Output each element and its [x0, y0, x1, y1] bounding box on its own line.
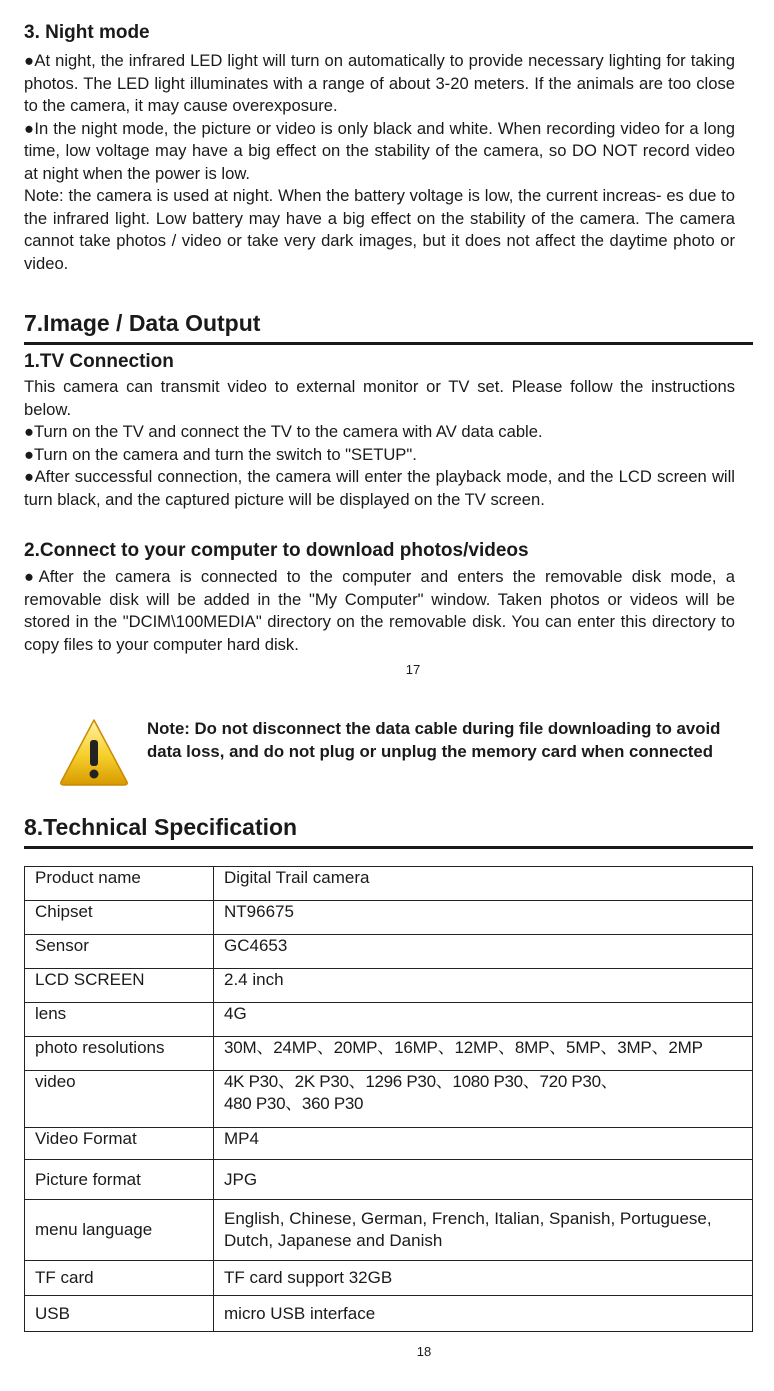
table-row [25, 1037, 753, 1071]
table-row [25, 1128, 753, 1160]
spec-label: video [25, 1071, 214, 1128]
spec-value: English, Chinese, German, French, Italian, Spanish, Portuguese, Dutch, Japanese and Danish [214, 1200, 753, 1261]
tv-connection-heading: 1.TV Connection [24, 351, 174, 372]
table-row [25, 1160, 753, 1200]
table-row [25, 901, 753, 935]
spec-heading: 8.Technical Specification [24, 814, 298, 840]
spec-table [24, 866, 753, 1332]
tv-paragraph: This camera can transmit video to external monitor or TV set. Please follow the instructions below. [24, 377, 735, 419]
spec-value: JPG [214, 1160, 753, 1200]
computer-heading: 2.Connect to your computer to download photos/videos [24, 540, 529, 561]
spec-label: LCD SCREEN [25, 969, 214, 1003]
spec-value: Digital Trail camera [214, 867, 753, 901]
spec-value: 2.4 inch [214, 969, 753, 1003]
tv-paragraph: ●Turn on the TV and connect the TV to the camera with AV data cable. [24, 422, 543, 441]
spec-label: menu language [25, 1200, 214, 1261]
spec-label: lens [25, 1003, 214, 1037]
download-warning-note: Note: Do not disconnect the data cable during file downloading to avoid data loss, and do not plug or unplug the memory card when connected [147, 719, 721, 761]
section-divider [24, 846, 753, 849]
tv-connection-body [24, 376, 735, 511]
spec-label: TF card [25, 1261, 214, 1296]
night-mode-body [24, 50, 735, 275]
table-row [25, 1003, 753, 1037]
night-mode-paragraph: ●At night, the infrared LED light will turn on automatically to provide necessary lighting for taking photos. The LED light illuminates with a range of about 3-20 meters. If the animals are too close to the camera, it may cause overexposure. [24, 51, 735, 115]
spec-value: 30M、24MP、20MP、16MP、12MP、8MP、5MP、3MP、2MP [214, 1037, 753, 1071]
spec-label: Product name [25, 867, 214, 901]
table-row [25, 867, 753, 901]
computer-body [24, 566, 735, 656]
spec-label: Chipset [25, 901, 214, 935]
table-row [25, 1071, 753, 1128]
spec-value: TF card support 32GB [214, 1261, 753, 1296]
warning-icon [58, 716, 130, 788]
spec-value: GC4653 [214, 935, 753, 969]
spec-value: NT96675 [214, 901, 753, 935]
spec-label: photo resolutions [25, 1037, 214, 1071]
tv-paragraph: ●Turn on the camera and turn the switch to "SETUP". [24, 444, 417, 464]
table-row [25, 935, 753, 969]
spec-label: Picture format [25, 1160, 214, 1200]
spec-value: micro USB interface [214, 1296, 753, 1332]
table-row [25, 1296, 753, 1332]
night-mode-paragraph: Note: the camera is used at night. When the battery voltage is low, the current increas- es due to the infrared light. Low battery may have a big effect on the stability of the camera. The camera cannot take photos / video or take very dark images, but it does not affect the daytime photo or video. [24, 186, 735, 273]
spec-label: Sensor [25, 935, 214, 969]
tv-paragraph: ●After successful connection, the camera will enter the playback mode, and the LCD screen will turn black, and the captured picture will be displayed on the TV screen. [24, 467, 735, 509]
table-row [25, 969, 753, 1003]
page-number: 18 [416, 1344, 432, 1359]
spec-value: 4K P30、2K P30、1296 P30、1080 P30、720 P30、 480 P30、360 P30 [214, 1071, 753, 1128]
page-number: 17 [405, 662, 421, 677]
spec-label: Video Format [25, 1128, 214, 1160]
table-row [25, 1200, 753, 1261]
night-mode-paragraph: ●In the night mode, the picture or video is only black and white. When recording video for a long time, low voltage may have a big effect on the stability of the camera, so DO NOT record video at night when the power is low. [24, 118, 735, 183]
spec-value: MP4 [214, 1128, 753, 1160]
section-divider [24, 342, 753, 345]
image-output-heading: 7.Image / Data Output [24, 310, 261, 336]
night-mode-heading: 3. Night mode [24, 22, 150, 43]
spec-value: 4G [214, 1003, 753, 1037]
table-row [25, 1261, 753, 1296]
spec-label: USB [25, 1296, 214, 1332]
computer-paragraph: ●After the camera is connected to the computer and enters the removable disk mode, a removable disk will be added in the "My Computer" window. Taken photos or videos will be stored in the "DCIM\100MEDIA" directory on the removable disk. You can enter this directory to copy files to your computer hard disk. [24, 567, 735, 654]
